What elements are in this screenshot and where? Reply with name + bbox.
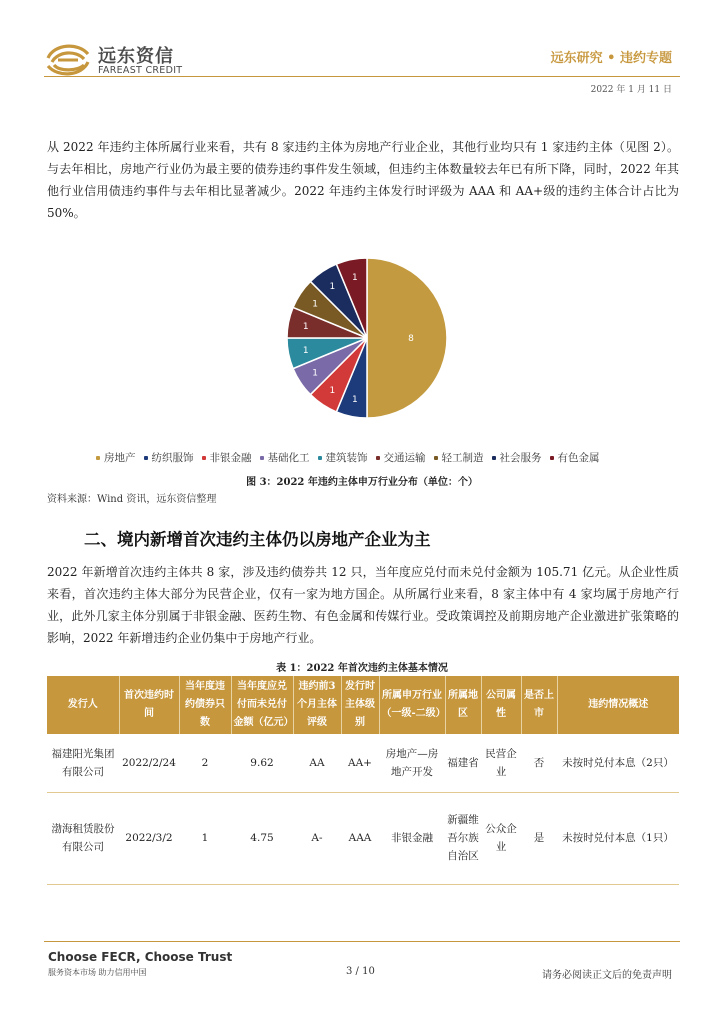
cell-type: 民营企业: [481, 734, 521, 792]
legend-swatch: [202, 456, 206, 460]
legend-swatch: [260, 456, 264, 460]
pie-label-建筑装饰: 1: [302, 346, 309, 357]
pie-label-基础化工: 1: [312, 368, 318, 379]
cell-summary: 未按时兑付本息（1只）: [557, 792, 679, 884]
cell-date: 2022/2/24: [119, 734, 179, 792]
cell-amount: 9.62: [231, 734, 293, 792]
th-bond-count: 当年度违约债券只数: [179, 676, 231, 734]
th-first-default-date: 首次违约时间: [119, 676, 179, 734]
cell-listed: 否: [521, 734, 557, 792]
cell-region: 福建省: [445, 734, 481, 792]
header-title: 远东研究 • 违约专题: [550, 51, 672, 66]
cell-date: 2022/3/2: [119, 792, 179, 884]
paragraph-new-defaults: 2022 年新增首次违约主体共 8 家，涉及违约债券共 12 只，当年度应兑付而未兑付金额为 105.71 亿元。从企业性质来看，首次违约主体大部分为民营企业，仅有一家为地方国企。从所属行业来看，8 家主体中有 4 家均属于房地产行业，此外几家主体分别属于非银金融、医药生物、有色金属和传媒行业。受政策调控及前期房地产企业激进扩张策略的影响，2022 年新增违约企业仍集中于房地产行业。: [47, 565, 679, 645]
legend-item-轻工制造: [434, 452, 484, 464]
legend-swatch: [492, 456, 496, 460]
chart-legend: [96, 450, 656, 465]
table-header-row: [47, 676, 679, 734]
cell-rating-issue: AA+: [341, 734, 379, 792]
legend-label: 建筑装饰: [325, 452, 368, 464]
legend-label: 基础化工: [267, 452, 310, 464]
cell-amount: 4.75: [231, 792, 293, 884]
th-industry: 所属申万行业（一级-二级）: [379, 676, 445, 734]
legend-item-非银金融: [202, 452, 252, 464]
logo-mark-icon: [44, 40, 92, 80]
th-listed: 是否上市: [521, 676, 557, 734]
legend-swatch: [434, 456, 438, 460]
legend-swatch: [550, 456, 554, 460]
footer-brand: Choose FECR, Choose Trust: [48, 950, 233, 964]
pie-label-轻工制造: 1: [312, 299, 318, 310]
cell-listed: 是: [521, 792, 557, 884]
legend-swatch: [144, 456, 148, 460]
legend-item-房地产: [96, 452, 136, 464]
legend-item-有色金属: [550, 452, 600, 464]
legend-item-纺织服饰: [144, 452, 194, 464]
table-row: [47, 792, 679, 884]
legend-item-建筑装饰: [318, 452, 368, 464]
th-unpaid-amount: 当年度应兑付而未兑付金额（亿元）: [231, 676, 293, 734]
logo-text-en: FAREAST CREDIT: [98, 65, 183, 76]
logo-text-cn: 远东资信: [98, 46, 174, 67]
pie-label-非银金融: 1: [329, 385, 336, 396]
legend-label: 房地产: [104, 452, 136, 464]
source-note: 资料来源：Wind 资讯，远东资信整理: [47, 494, 217, 505]
th-company-type: 公司属性: [481, 676, 521, 734]
cell-count: 1: [179, 792, 231, 884]
th-rating-issue: 发行时主体级别: [341, 676, 379, 734]
cell-issuer: 福建阳光集团有限公司: [47, 734, 119, 792]
legend-label: 交通运输: [383, 452, 426, 464]
pie-label-纺织服饰: 1: [351, 395, 358, 406]
cell-summary: 未按时兑付本息（2只）: [557, 734, 679, 792]
table-row: [47, 734, 679, 792]
figure-caption: 图 3：2022 年违约主体申万行业分布（单位：个）: [246, 477, 478, 488]
legend-label: 社会服务: [499, 452, 542, 464]
legend-item-社会服务: [492, 452, 542, 464]
legend-item-基础化工: [260, 452, 310, 464]
th-rating-before: 违约前3个月主体评级: [293, 676, 341, 734]
cell-rating-issue: AAA: [341, 792, 379, 884]
paragraph-industry: 从 2022 年违约主体所属行业来看，共有 8 家违约主体为房地产行业企业，其他行业均只有 1 家违约主体（见图 2）。与去年相比，房地产行业仍为最主要的债券违约事件发生领域，但违约主体数量较去年已有所下降，同时，2022 年其他行业信用债违约事件与去年相比显著减少。2022 年违约主体发行时评级为 AAA 和 AA+级的违约主体合计占比为 50%。: [47, 140, 679, 220]
legend-swatch: [318, 456, 322, 460]
footer-disclaimer: 请务必阅读正文后的免责声明: [542, 970, 672, 981]
legend-swatch: [376, 456, 380, 460]
cell-rating-before: A-: [293, 792, 341, 884]
default-entities-table: [47, 676, 679, 885]
legend-swatch: [96, 456, 100, 460]
th-region: 所属地区: [445, 676, 481, 734]
cell-industry: 房地产—房地产开发: [379, 734, 445, 792]
legend-item-交通运输: [376, 452, 426, 464]
th-issuer: 发行人: [47, 676, 119, 734]
cell-rating-before: AA: [293, 734, 341, 792]
footer-slogan: 服务资本市场 助力信用中国: [48, 968, 147, 977]
section-title: 二、境内新增首次违约主体仍以房地产企业为主: [84, 530, 431, 549]
page-number: 3 / 10: [346, 966, 375, 977]
cell-count: 2: [179, 734, 231, 792]
cell-issuer: 渤海租赁股份有限公司: [47, 792, 119, 884]
pie-label-房地产: 8: [408, 334, 414, 344]
cell-type: 公众企业: [481, 792, 521, 884]
cell-region: 新疆维吾尔族自治区: [445, 792, 481, 884]
legend-label: 非银金融: [209, 452, 252, 464]
legend-label: 纺织服饰: [151, 452, 194, 464]
legend-label: 轻工制造: [441, 452, 484, 464]
pie-label-有色金属: 1: [351, 272, 358, 283]
footer-divider: [44, 941, 680, 942]
pie-label-交通运输: 1: [302, 321, 309, 332]
cell-industry: 非银金融: [379, 792, 445, 884]
th-summary: 违约情况概述: [557, 676, 679, 734]
table-caption: 表 1：2022 年首次违约主体基本情况: [276, 663, 448, 674]
pie-slice-房地产: [367, 258, 447, 418]
legend-label: 有色金属: [557, 452, 600, 464]
industry-pie-chart: [100, 250, 660, 480]
header-divider: [44, 76, 680, 77]
pie-label-社会服务: 1: [329, 282, 336, 293]
header-date: 2022 年 1 月 11 日: [590, 85, 672, 95]
